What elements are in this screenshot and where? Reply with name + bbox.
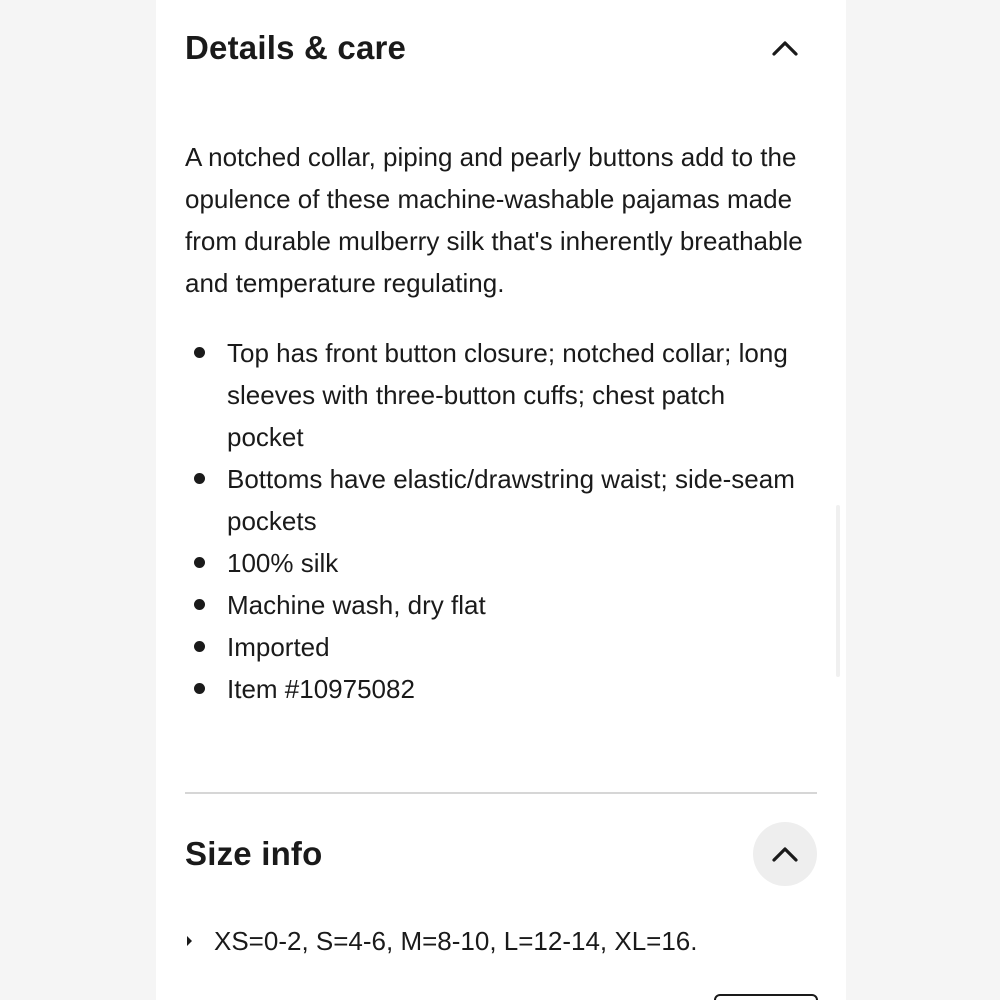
details-care-title: Details & care: [185, 29, 407, 66]
product-details-panel: [156, 0, 846, 1000]
chevron-up-icon: [771, 845, 799, 863]
list-item: [185, 626, 805, 668]
size-info-header[interactable]: [185, 822, 817, 886]
list-item: [185, 668, 805, 710]
list-item: [185, 332, 805, 458]
size-info-toggle-button[interactable]: [753, 822, 817, 886]
details-care-toggle-button[interactable]: [753, 16, 817, 80]
size-info-title: Size info: [185, 835, 323, 872]
product-description: A notched collar, piping and pearly buttons add to the opulence of these machine-washable pajamas made from durable mulberry silk that's inherently breathable and temperature regulating.: [185, 142, 803, 298]
list-item-text: Machine wash, dry flat: [227, 590, 486, 620]
list-item: [185, 542, 805, 584]
list-item: [185, 584, 805, 626]
details-care-header[interactable]: [185, 16, 817, 80]
chevron-up-icon: [771, 39, 799, 57]
list-item-text: Item #10975082: [227, 674, 415, 704]
bullet-dot: [194, 641, 205, 652]
section-divider: [185, 792, 817, 794]
list-item-text: Imported: [227, 632, 330, 662]
bullet-dot: [194, 683, 205, 694]
bullet-dot: [194, 599, 205, 610]
bullet-marker-icon: [187, 936, 192, 946]
bullet-dot: [194, 347, 205, 358]
list-item-text: 100% silk: [227, 548, 339, 578]
bullet-dot: [194, 557, 205, 568]
scrollbar[interactable]: [836, 505, 840, 677]
size-chart-text: XS=0-2, S=4-6, M=8-10, L=12-14, XL=16.: [214, 926, 698, 956]
bullet-dot: [194, 473, 205, 484]
list-item-text: Bottoms have elastic/drawstring waist; side-seam pockets: [227, 464, 795, 536]
details-bullet-list: [185, 332, 805, 710]
size-chart-item: [185, 920, 698, 962]
list-item: [185, 458, 805, 542]
list-item-text: Top has front button closure; notched collar; long sleeves with three-button cuffs; chest patch pocket: [227, 338, 788, 452]
partial-button[interactable]: [714, 994, 818, 1000]
